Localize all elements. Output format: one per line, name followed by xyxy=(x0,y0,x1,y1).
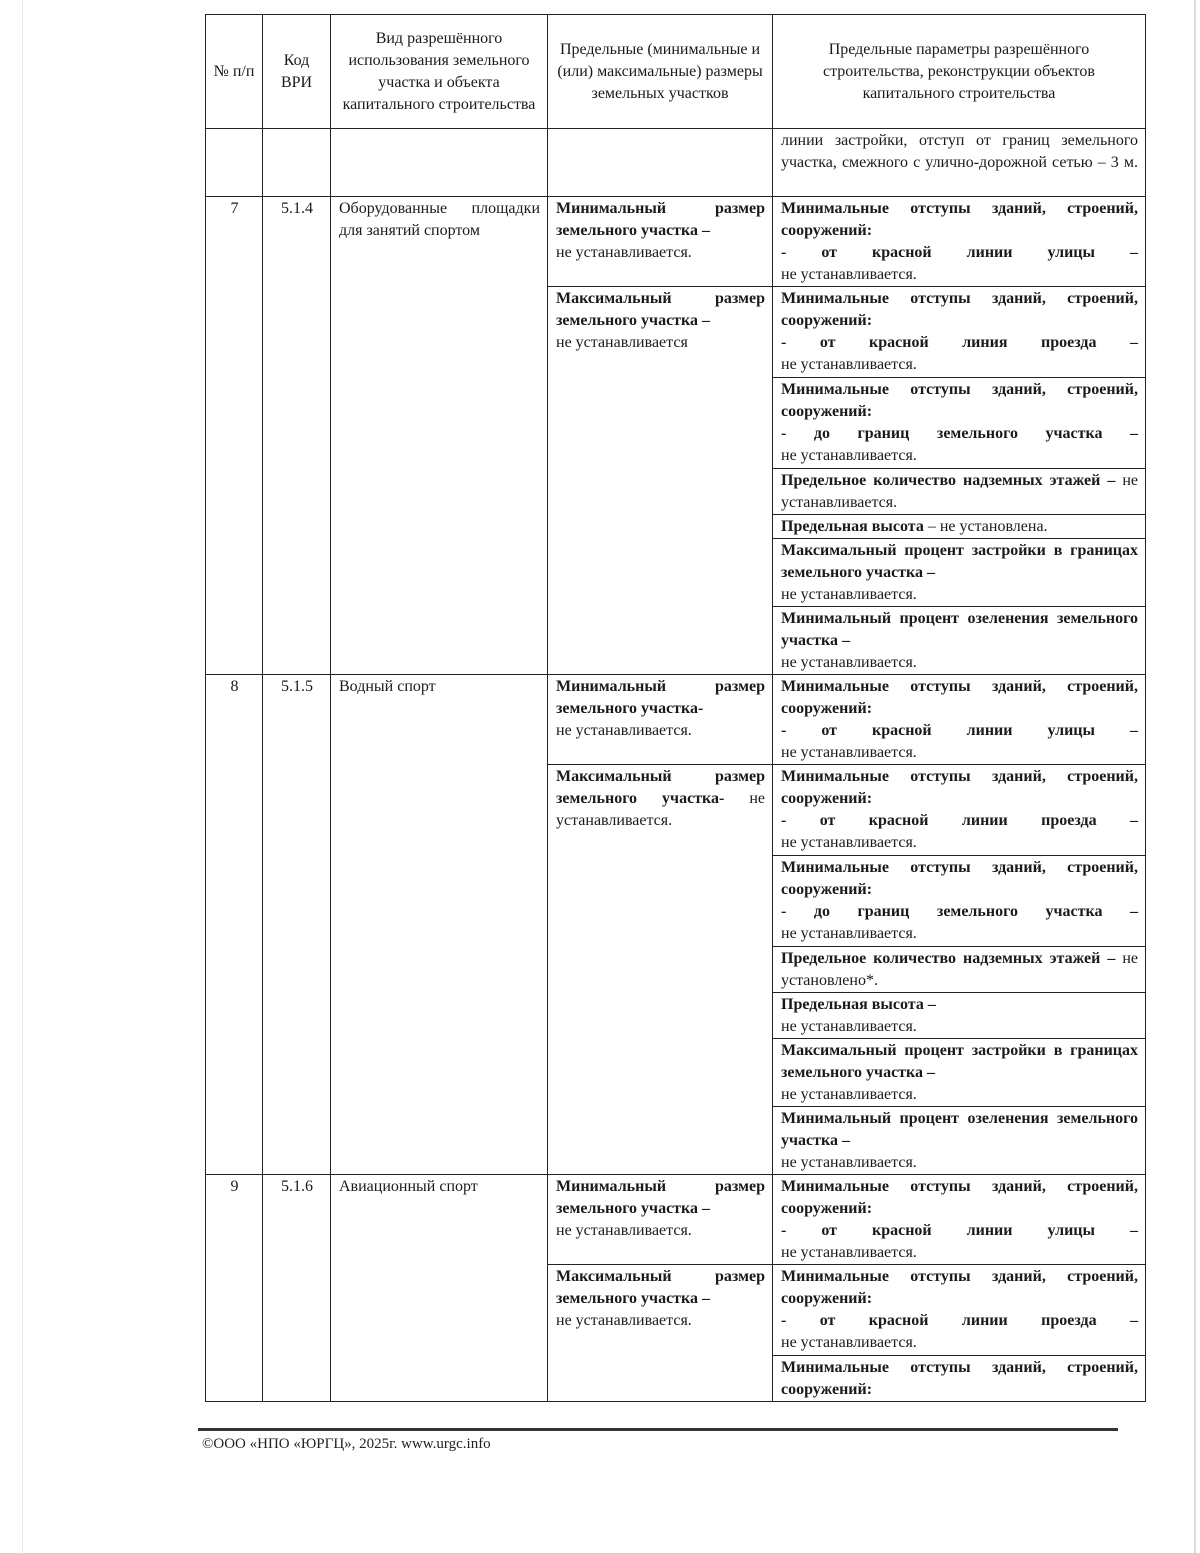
use-type-name: Авиационный спорт xyxy=(331,1175,548,1402)
param-cell: Минимальные отступы зданий, строений, сооружений: - от красной линия проезда – не устанавливается. xyxy=(773,287,1146,378)
param-cell: Минимальные отступы зданий, строений, сооружений: - до границ земельного участка – не устанавливается. xyxy=(773,856,1146,947)
vri-code: 5.1.5 xyxy=(263,675,331,1175)
min-plot-size: Минимальный размер земельного участка – не устанавливается. xyxy=(548,1175,773,1265)
param-cell: Минимальные отступы зданий, строений, сооружений: - от красной линии улицы – не устанавливается. xyxy=(773,197,1146,287)
use-type-name: Оборудованные площадки для занятий спортом xyxy=(331,197,548,675)
header-num: № п/п xyxy=(206,15,263,129)
max-plot-size: Максимальный размер земельного участка – не устанавливается xyxy=(548,287,773,675)
min-plot-size: Минимальный размер земельного участка – не устанавливается. xyxy=(548,197,773,287)
max-plot-size: Максимальный размер земельного участка – не устанавливается. xyxy=(548,1265,773,1402)
param-cell: Минимальные отступы зданий, строений, сооружений: - от красной линии улицы – не устанавливается. xyxy=(773,1175,1146,1265)
page-edge-right xyxy=(1194,0,1196,1553)
footer-copyright: ©ООО «НПО «ЮРГЦ», 2025г. www.urgc.info xyxy=(202,1436,491,1452)
row-number: 7 xyxy=(206,197,263,675)
param-cell: Предельное количество надземных этажей – не устанавливается. xyxy=(773,469,1146,515)
page-edge-left xyxy=(22,0,23,1553)
param-cell: Минимальный процент озеленения земельного участка – не устанавливается. xyxy=(773,607,1146,675)
table-row xyxy=(206,129,1146,197)
header-build-params: Предельные параметры разрешённого строительства, реконструкции объектов капитального строительства xyxy=(773,15,1146,129)
continuation-text: линии застройки, отступ от границ земельного участка, смежного с улично-дорожной сетью – 3 м. xyxy=(773,129,1146,197)
min-plot-size: Минимальный размер земельного участка- не устанавливается. xyxy=(548,675,773,765)
param-cell: Максимальный процент застройки в границах земельного участка – не устанавливается. xyxy=(773,539,1146,607)
param-cell: Предельная высота – не устанавливается. xyxy=(773,993,1146,1039)
table-row xyxy=(206,675,1146,765)
row-number: 8 xyxy=(206,675,263,1175)
max-plot-size: Максимальный размер земельного участка- не устанавливается. xyxy=(548,765,773,1175)
param-cell: Минимальные отступы зданий, строений, сооружений: - от красной линии проезда – не устанавливается. xyxy=(773,1265,1146,1356)
vri-code: 5.1.4 xyxy=(263,197,331,675)
row-number: 9 xyxy=(206,1175,263,1402)
table-row xyxy=(206,1175,1146,1265)
param-cell: Предельная высота – не установлена. xyxy=(773,515,1146,539)
param-cell: Предельное количество надземных этажей – не установлено*. xyxy=(773,947,1146,993)
param-cell: Максимальный процент застройки в границах земельного участка – не устанавливается. xyxy=(773,1039,1146,1107)
header-code: Код ВРИ xyxy=(263,15,331,129)
table-header-row xyxy=(206,15,1146,129)
param-cell: Минимальные отступы зданий, строений, сооружений: - от красной линии улицы – не устанавливается. xyxy=(773,675,1146,765)
param-cell: Минимальные отступы зданий, строений, сооружений: xyxy=(773,1356,1146,1402)
vri-code: 5.1.6 xyxy=(263,1175,331,1402)
param-cell: Минимальные отступы зданий, строений, сооружений: - до границ земельного участка – не устанавливается. xyxy=(773,378,1146,469)
footer-divider xyxy=(198,1428,1118,1431)
header-plot-sizes: Предельные (минимальные и (или) максимальные) размеры земельных участков xyxy=(548,15,773,129)
header-use-type: Вид разрешённого использования земельного участка и объекта капитального строительства xyxy=(331,15,548,129)
table-row xyxy=(206,197,1146,287)
use-type-name: Водный спорт xyxy=(331,675,548,1175)
land-use-regulations-table xyxy=(205,14,1146,1402)
param-cell: Минимальный процент озеленения земельного участка – не устанавливается. xyxy=(773,1107,1146,1175)
param-cell: Минимальные отступы зданий, строений, сооружений: - от красной линии проезда – не устанавливается. xyxy=(773,765,1146,856)
